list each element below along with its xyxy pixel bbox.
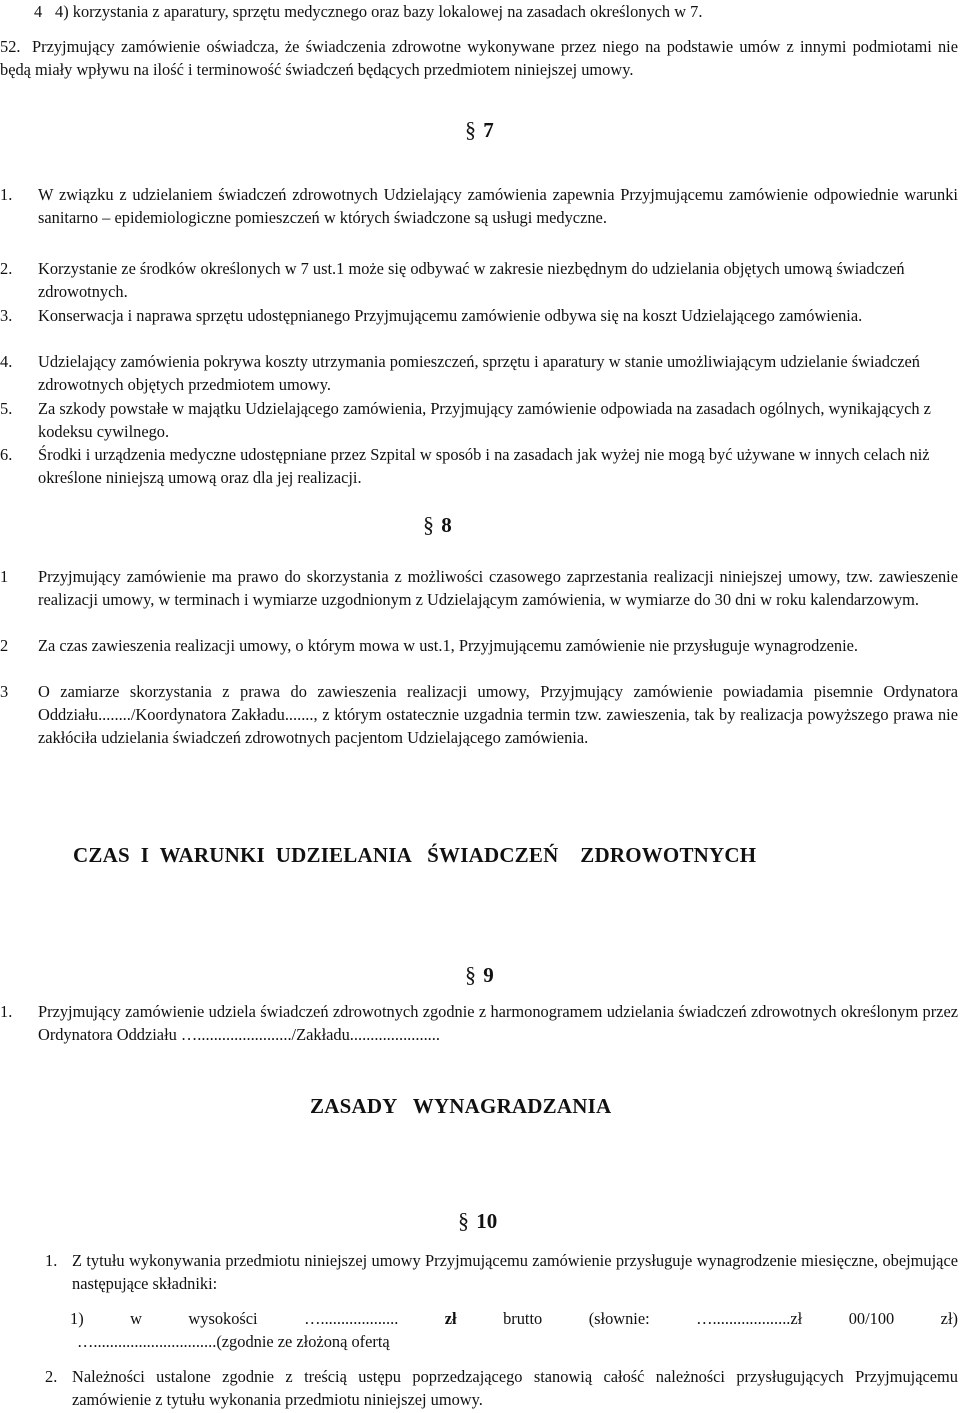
item-text: Środki i urządzenia medyczne udostępniane przez Szpital w sposób i na zasadach jak wyżej nie mogą być używane w innych celach niż określone niniejszą umową oraz dla jej realizacji. — [38, 445, 930, 487]
item-number: 4 — [34, 2, 43, 21]
subitem-number: 1) — [70, 1309, 84, 1328]
section-symbol: § — [465, 962, 476, 987]
s8-item-2 — [0, 634, 900, 657]
s7-item-3 — [0, 304, 950, 327]
item-text: Z tytułu wykonywania przedmiotu niniejszej umowy Przyjmującemu zamówienie przysługuje wynagrodzenie miesięczne, obejmujące następujące składniki: — [72, 1251, 958, 1293]
section-symbol: § — [423, 512, 434, 537]
s10-subitem-1-line2: …..............................(zgodnie ze złożoną ofertą — [77, 1332, 390, 1351]
item-text: Korzystanie ze środków określonych w 7 ust.1 może się odbywać w zakresie niezbędnym do udzielania objętych umową świadczeń zdrowotnych. — [38, 259, 905, 301]
section-number: 8 — [441, 513, 452, 537]
item-text: Udzielający zamówienia pokrywa koszty utrzymania pomieszczeń, sprzętu i aparatury w stanie umożliwiającym udzielanie świadczeń zdrowotnych objętych przedmiotem umowy. — [38, 352, 921, 394]
s8-item-1 — [0, 565, 958, 611]
s7-item-5 — [0, 397, 940, 443]
subitem-wysokosci: wysokości — [188, 1309, 258, 1328]
heading-zasady-wynagradzania: ZASADY WYNAGRADZANIA — [310, 1094, 612, 1118]
s7-item-1 — [0, 183, 958, 229]
subitem-currency: zł — [444, 1309, 457, 1328]
section-symbol: § — [465, 117, 476, 142]
item-text: W związku z udzielaniem świadczeń zdrowotnych Udzielający zamówienia zapewnia Przyjmującemu zamówienie odpowiednie warunki sanitarno – epidemiologiczne pomieszczeń w których świadczone są usługi medyczne. — [38, 185, 958, 227]
s9-item-1 — [0, 1000, 958, 1046]
subitem-amount-blank: …................... — [304, 1309, 399, 1328]
list-item-4 — [34, 0, 944, 23]
subitem-fraction: 00/100 — [848, 1309, 895, 1328]
s8-item-3 — [0, 680, 958, 749]
item-text: O zamiarze skorzystania z prawa do zawieszenia realizacji umowy, Przyjmujący zamówienie powiadamia pisemnie Ordynatora Oddziału......../Koordynatora Zakładu......., z którym ostatecznie uzgadnia termin tzw. zawieszenia, tak by realizacja powyższego prawa nie zakłóciła udzielania świadczeń zdrowotnych pacjentom Udzielającego zamówienia. — [38, 682, 958, 747]
item-text: Przyjmujący zamówienie udziela świadczeń zdrowotnych zgodnie z harmonogramem udzielania świadczeń zdrowotnych określonym przez Ordynatora Oddziału …......................./Zakładu...................... — [38, 1002, 958, 1044]
item-52-text: Przyjmujący zamówienie oświadcza, że świadczenia zdrowotne wykonywane przez niego na podstawie umów z innymi podmiotami nie będą miały wpływu na ilość i terminowość świadczeń będących przedmiotem niniejszej umowy. — [0, 37, 958, 79]
subitem-words-blank: …...................zł — [696, 1309, 803, 1328]
item-number: 1. — [45, 1251, 58, 1270]
item-number: 1 — [0, 567, 9, 586]
section-number: 9 — [483, 963, 494, 987]
item-number: 4. — [0, 352, 13, 371]
item-text: Przyjmujący zamówienie ma prawo do skorzystania z możliwości czasowego zaprzestania realizacji niniejszej umowy, tzw. zawieszenie realizacji umowy, w terminach i wymiarze uzgodnionym z Udzielającym zamówienia, w wymiarze do 30 dni w roku kalendarzowym. — [38, 567, 958, 609]
item-number: 5. — [0, 399, 13, 418]
s10-subitem-1 — [70, 1307, 958, 1330]
item-number: 2 — [0, 636, 9, 655]
item-number: 52. — [0, 37, 21, 56]
s10-item-1 — [45, 1249, 958, 1295]
section-number: 10 — [476, 1209, 498, 1233]
s10-item-2 — [45, 1365, 958, 1411]
section-8-heading — [423, 512, 452, 538]
item-text: 4) korzystania z aparatury, sprzętu medycznego oraz bazy lokalowej na zasadach określonych w 7. — [55, 2, 703, 21]
item-text: Konserwacja i naprawa sprzętu udostępnianego Przyjmującemu zamówienie odbywa się na koszt Udzielającego zamówienia. — [38, 306, 863, 325]
section-9-heading — [465, 962, 494, 988]
item-number: 3. — [0, 306, 13, 325]
s7-item-6 — [0, 443, 958, 489]
section-7-heading — [465, 117, 494, 143]
item-text: Za szkody powstałe w majątku Udzielającego zamówienia, Przyjmujący zamówienie odpowiada na zasadach ogólnych, wynikających z kodeksu cywilnego. — [38, 399, 931, 441]
section-number: 7 — [483, 118, 494, 142]
section-symbol: § — [458, 1208, 469, 1233]
item-number: 1. — [0, 185, 13, 204]
subitem-w: w — [130, 1309, 142, 1328]
section-10-heading — [458, 1208, 497, 1234]
item-number: 6. — [0, 445, 13, 464]
heading-czas-i-warunki: CZAS I WARUNKI UDZIELANIA ŚWIADCZEŃ ZDROWOTNYCH — [73, 843, 757, 867]
item-number: 3 — [0, 682, 9, 701]
subitem-brutto: brutto — [503, 1309, 543, 1328]
item-number: 2. — [45, 1367, 58, 1386]
s7-item-2 — [0, 257, 940, 303]
s7-item-4 — [0, 350, 950, 396]
item-number: 2. — [0, 259, 13, 278]
subitem-currency-2: zł) — [940, 1309, 958, 1328]
item-text: Należności ustalone zgodnie z treścią ustępu poprzedzającego stanowią całość należności przysługujących Przyjmującemu zamówienie z tytułu wykonania przedmiotu niniejszej umowy. — [72, 1367, 958, 1409]
item-number: 1. — [0, 1002, 13, 1021]
subitem-slownie: (słownie: — [588, 1309, 650, 1328]
item-text: Za czas zawieszenia realizacji umowy, o którym mowa w ust.1, Przyjmującemu zamówienie nie przysługuje wynagrodzenie. — [38, 636, 858, 655]
